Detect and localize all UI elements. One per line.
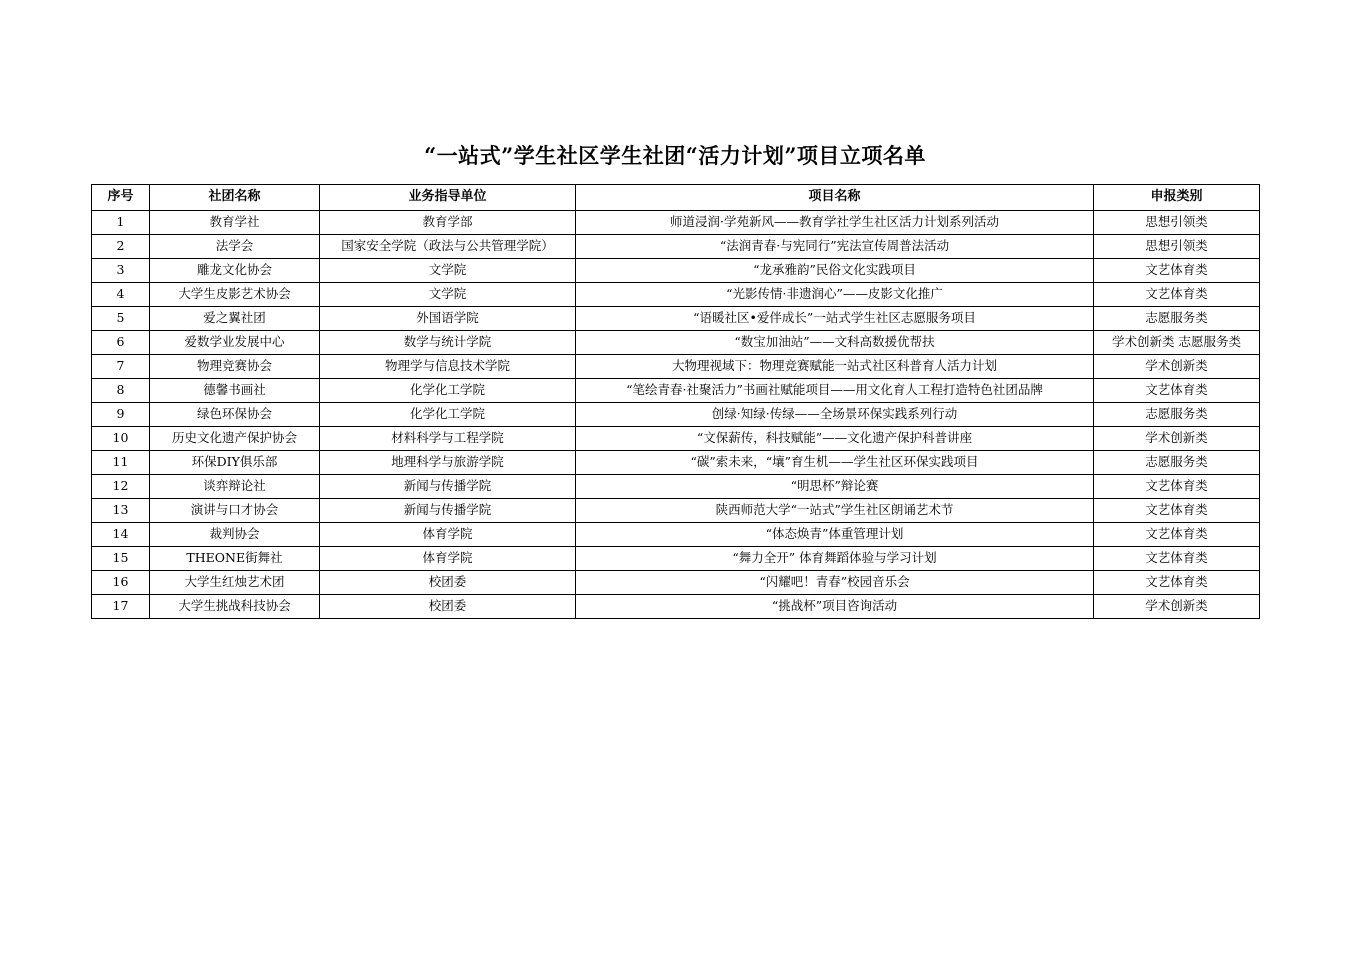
- cell-club: 爱之翼社团: [150, 307, 320, 331]
- column-header-club: 社团名称: [150, 185, 320, 211]
- table-row: [92, 307, 1260, 331]
- cell-unit: 化学化工学院: [320, 379, 576, 403]
- cell-unit: 新闻与传播学院: [320, 499, 576, 523]
- table-row: [92, 355, 1260, 379]
- cell-unit: 数学与统计学院: [320, 331, 576, 355]
- table-header-row: [92, 185, 1260, 211]
- cell-no: 7: [92, 355, 150, 379]
- cell-category: 文艺体育类: [1094, 475, 1260, 499]
- cell-project: “挑战杯”项目咨询活动: [576, 595, 1094, 619]
- cell-project: “文保薪传，科技赋能”——文化遗产保护科普讲座: [576, 427, 1094, 451]
- cell-club: 演讲与口才协会: [150, 499, 320, 523]
- cell-no: 5: [92, 307, 150, 331]
- cell-no: 12: [92, 475, 150, 499]
- table-row: [92, 499, 1260, 523]
- table-row: [92, 571, 1260, 595]
- cell-no: 4: [92, 283, 150, 307]
- cell-unit: 材料科学与工程学院: [320, 427, 576, 451]
- cell-project: “数宝加油站”——文科高数援优帮扶: [576, 331, 1094, 355]
- cell-category: 志愿服务类: [1094, 451, 1260, 475]
- cell-category: 学术创新类: [1094, 427, 1260, 451]
- table-row: [92, 403, 1260, 427]
- cell-category: 文艺体育类: [1094, 547, 1260, 571]
- cell-unit: 文学院: [320, 259, 576, 283]
- cell-club: 环保DIY俱乐部: [150, 451, 320, 475]
- cell-project: “碳”索未来，“壤”育生机——学生社区环保实践项目: [576, 451, 1094, 475]
- cell-club: 大学生红烛艺术团: [150, 571, 320, 595]
- cell-category: 文艺体育类: [1094, 499, 1260, 523]
- table-row: [92, 595, 1260, 619]
- cell-category: 学术创新类: [1094, 595, 1260, 619]
- table-row: [92, 211, 1260, 235]
- cell-no: 11: [92, 451, 150, 475]
- cell-club: 爱数学业发展中心: [150, 331, 320, 355]
- cell-club: 雕龙文化协会: [150, 259, 320, 283]
- column-header-category: 申报类别: [1094, 185, 1260, 211]
- cell-project: “明思杯”辩论赛: [576, 475, 1094, 499]
- cell-club: 历史文化遗产保护协会: [150, 427, 320, 451]
- table-body: [92, 211, 1260, 619]
- cell-category: 文艺体育类: [1094, 523, 1260, 547]
- column-header-no: 序号: [92, 185, 150, 211]
- cell-club: 大学生皮影艺术协会: [150, 283, 320, 307]
- cell-project: “光影传情·非遗润心”——皮影文化推广: [576, 283, 1094, 307]
- table-row: [92, 379, 1260, 403]
- cell-category: 思想引领类: [1094, 235, 1260, 259]
- cell-category: 文艺体育类: [1094, 259, 1260, 283]
- cell-unit: 体育学院: [320, 547, 576, 571]
- cell-project: “法润青春·与宪同行”宪法宣传周普法活动: [576, 235, 1094, 259]
- table-row: [92, 259, 1260, 283]
- cell-project: 大物理视域下：物理竞赛赋能一站式社区科普育人活力计划: [576, 355, 1094, 379]
- cell-club: 大学生挑战科技协会: [150, 595, 320, 619]
- column-header-unit: 业务指导单位: [320, 185, 576, 211]
- cell-category: 文艺体育类: [1094, 283, 1260, 307]
- cell-project: “笔绘青春·社聚活力”书画社赋能项目——用文化育人工程打造特色社团品牌: [576, 379, 1094, 403]
- cell-club: 物理竞赛协会: [150, 355, 320, 379]
- cell-unit: 新闻与传播学院: [320, 475, 576, 499]
- cell-club: 德馨书画社: [150, 379, 320, 403]
- cell-club: 法学会: [150, 235, 320, 259]
- cell-unit: 校团委: [320, 595, 576, 619]
- cell-no: 14: [92, 523, 150, 547]
- cell-unit: 国家安全学院（政法与公共管理学院）: [320, 235, 576, 259]
- cell-unit: 教育学部: [320, 211, 576, 235]
- cell-no: 2: [92, 235, 150, 259]
- cell-club: 教育学社: [150, 211, 320, 235]
- cell-project: “语暖社区•爱伴成长”一站式学生社区志愿服务项目: [576, 307, 1094, 331]
- cell-unit: 外国语学院: [320, 307, 576, 331]
- project-list-table-wrapper: [91, 184, 1259, 619]
- table-row: [92, 547, 1260, 571]
- column-header-project: 项目名称: [576, 185, 1094, 211]
- cell-project: 创绿·知绿·传绿——全场景环保实践系列行动: [576, 403, 1094, 427]
- cell-unit: 地理科学与旅游学院: [320, 451, 576, 475]
- cell-club: 谈弈辩论社: [150, 475, 320, 499]
- table-row: [92, 427, 1260, 451]
- cell-no: 15: [92, 547, 150, 571]
- cell-project: “龙承雅韵”民俗文化实践项目: [576, 259, 1094, 283]
- table-row: [92, 475, 1260, 499]
- cell-unit: 物理学与信息技术学院: [320, 355, 576, 379]
- cell-category: 文艺体育类: [1094, 379, 1260, 403]
- table-header: [92, 185, 1260, 211]
- cell-project: 陕西师范大学“一站式”学生社区朗诵艺术节: [576, 499, 1094, 523]
- cell-category: 思想引领类: [1094, 211, 1260, 235]
- cell-no: 3: [92, 259, 150, 283]
- cell-no: 1: [92, 211, 150, 235]
- cell-no: 13: [92, 499, 150, 523]
- cell-category: 志愿服务类: [1094, 307, 1260, 331]
- cell-no: 9: [92, 403, 150, 427]
- table-row: [92, 451, 1260, 475]
- cell-club: 裁判协会: [150, 523, 320, 547]
- cell-club: THEONE街舞社: [150, 547, 320, 571]
- cell-no: 6: [92, 331, 150, 355]
- cell-category: 学术创新类: [1094, 355, 1260, 379]
- cell-project: 师道浸润·学苑新风——教育学社学生社区活力计划系列活动: [576, 211, 1094, 235]
- cell-project: “舞力全开” 体育舞蹈体验与学习计划: [576, 547, 1094, 571]
- page-title: “一站式”学生社区学生社团“活力计划”项目立项名单: [424, 143, 926, 168]
- cell-unit: 化学化工学院: [320, 403, 576, 427]
- cell-club: 绿色环保协会: [150, 403, 320, 427]
- project-list-table: [91, 184, 1260, 619]
- cell-no: 10: [92, 427, 150, 451]
- cell-project: “体态焕青”体重管理计划: [576, 523, 1094, 547]
- table-row: [92, 523, 1260, 547]
- cell-no: 16: [92, 571, 150, 595]
- cell-unit: 文学院: [320, 283, 576, 307]
- cell-no: 17: [92, 595, 150, 619]
- cell-category: 学术创新类 志愿服务类: [1094, 331, 1260, 355]
- table-row: [92, 235, 1260, 259]
- cell-unit: 校团委: [320, 571, 576, 595]
- cell-no: 8: [92, 379, 150, 403]
- cell-unit: 体育学院: [320, 523, 576, 547]
- cell-category: 志愿服务类: [1094, 403, 1260, 427]
- cell-project: “闪耀吧！青春”校园音乐会: [576, 571, 1094, 595]
- cell-category: 文艺体育类: [1094, 571, 1260, 595]
- table-row: [92, 331, 1260, 355]
- table-row: [92, 283, 1260, 307]
